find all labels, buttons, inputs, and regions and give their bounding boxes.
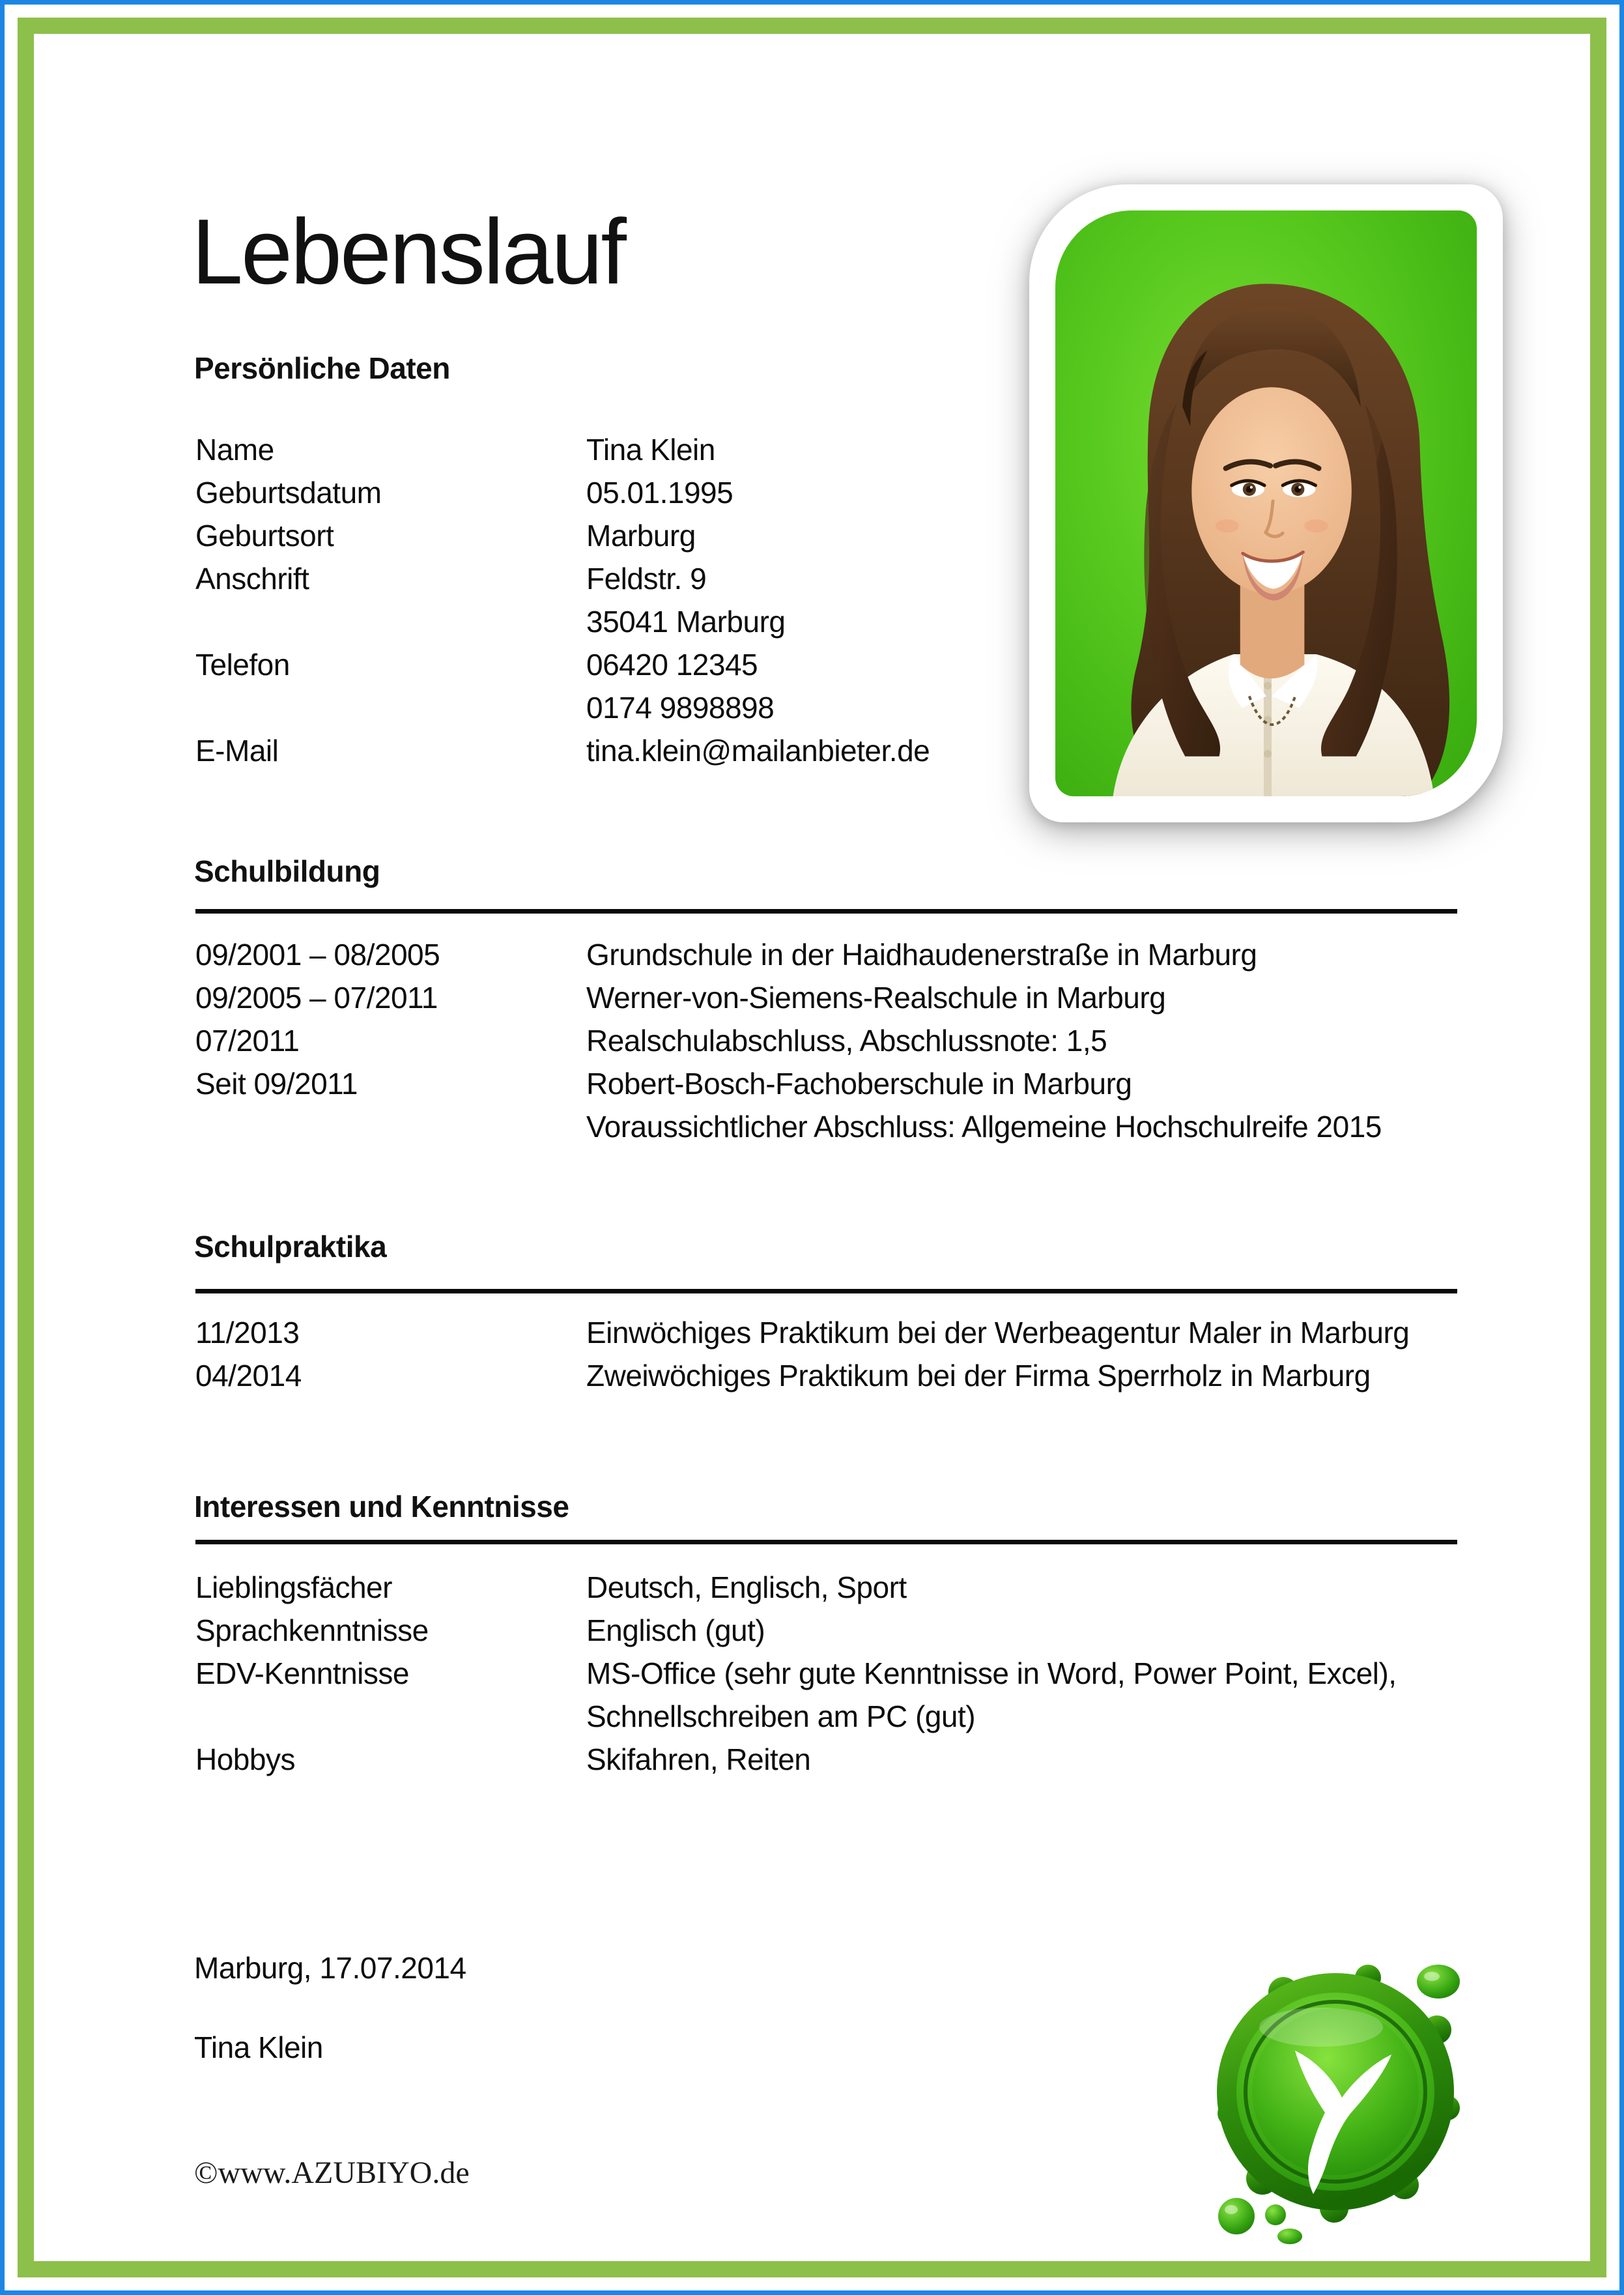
copyright-notice: ©www.AZUBIYO.de (194, 2156, 470, 2190)
row-value: 0174 9898898 (586, 691, 775, 725)
row-label: Sprachkenntnisse (195, 1613, 429, 1647)
row-value: Englisch (gut) (586, 1613, 765, 1647)
row-label (195, 1105, 586, 1148)
internships-table (195, 1311, 1492, 1397)
section-divider-rule (195, 1540, 1457, 1544)
row-value: Einwöchiges Praktikum bei der Werbeagentur Maler in Marburg (586, 1316, 1410, 1350)
row-value: Robert-Bosch-Fachoberschule in Marburg (586, 1067, 1132, 1101)
row-value: tina.klein@mailanbieter.de (586, 734, 930, 768)
wax-seal-illustration (1205, 1945, 1472, 2251)
applicant-photo-frame (1029, 184, 1503, 822)
row-label: 04/2014 (195, 1359, 302, 1393)
heading-education: Schulbildung (194, 854, 380, 888)
row-value: Marburg (586, 519, 696, 553)
row-value: 06420 12345 (586, 648, 758, 682)
row-value: 35041 Marburg (586, 605, 786, 639)
row-value: Realschulabschluss, Abschlussnote: 1,5 (586, 1024, 1107, 1058)
interests-table (195, 1566, 1492, 1781)
row-value: MS-Office (sehr gute Kenntnisse in Word, Power Point, Excel), (586, 1656, 1397, 1690)
applicant-photo (1055, 210, 1477, 796)
row-label: Geburtsdatum (195, 476, 382, 510)
page-title: Lebenslauf (192, 200, 625, 304)
row-value: Werner-von-Siemens-Realschule in Marburg (586, 981, 1166, 1015)
row-label: Telefon (195, 648, 290, 682)
section-divider-rule (195, 909, 1457, 914)
row-value: Feldstr. 9 (586, 562, 707, 596)
row-value: Schnellschreiben am PC (gut) (586, 1699, 976, 1733)
row-label (195, 686, 586, 729)
row-label: Geburtsort (195, 519, 334, 553)
section-divider-rule (195, 1289, 1457, 1293)
row-label: Name (195, 433, 274, 467)
row-value: Tina Klein (586, 433, 715, 467)
row-value: Skifahren, Reiten (586, 1742, 811, 1776)
row-value: Zweiwöchiges Praktikum bei der Firma Sperrholz in Marburg (586, 1359, 1371, 1393)
row-label: Anschrift (195, 562, 309, 596)
row-label: Seit 09/2011 (195, 1067, 358, 1101)
row-label: Lieblingsfächer (195, 1570, 392, 1604)
row-label (195, 600, 586, 643)
row-label: Hobbys (195, 1742, 295, 1776)
place-and-date: Marburg, 17.07.2014 (194, 1951, 466, 1985)
row-label (195, 1695, 586, 1738)
portrait-illustration (1055, 210, 1477, 796)
row-value: 05.01.1995 (586, 476, 734, 510)
row-value: Grundschule in der Haidhaudenerstraße in Marburg (586, 938, 1257, 972)
heading-interests: Interessen und Kenntnisse (194, 1490, 569, 1523)
heading-personal-data: Persönliche Daten (194, 351, 450, 385)
row-label: 11/2013 (195, 1316, 300, 1350)
row-label: 07/2011 (195, 1024, 300, 1058)
personal-data-table (195, 428, 1042, 772)
row-value: Voraussichtlicher Abschluss: Allgemeine Hochschulreife 2015 (586, 1110, 1382, 1144)
row-label: 09/2005 – 07/2011 (195, 981, 438, 1015)
row-label: E-Mail (195, 734, 279, 768)
row-value: Deutsch, Englisch, Sport (586, 1570, 907, 1604)
row-label: EDV-Kenntnisse (195, 1656, 409, 1690)
row-label: 09/2001 – 08/2005 (195, 938, 440, 972)
education-table (195, 933, 1492, 1148)
heading-internships: Schulpraktika (194, 1230, 387, 1263)
azubiyo-seal-icon (1205, 1945, 1472, 2251)
signature-name: Tina Klein (194, 2030, 323, 2064)
